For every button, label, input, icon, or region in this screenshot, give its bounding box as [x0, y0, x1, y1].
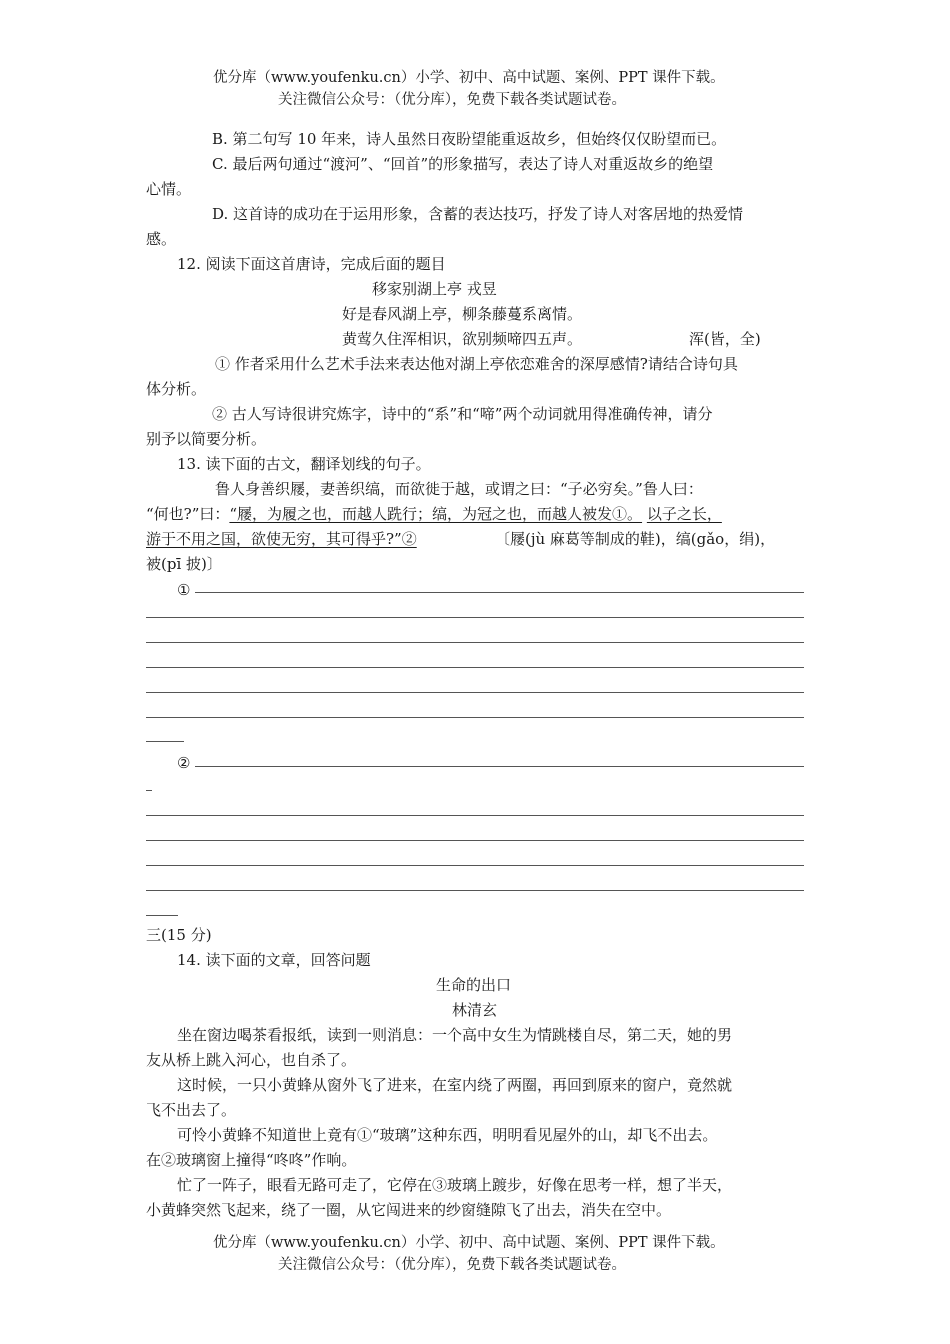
answer-2-label: ②: [177, 754, 191, 772]
q12-sub-2: ② 古人写诗很讲究炼字，诗中的“系”和“啼”两个动词就用得准确传神，请分: [212, 405, 713, 423]
q12-stem: 12. 阅读下面这首唐诗，完成后面的题目: [177, 255, 446, 273]
footer-line-1: 优分库（www.youfenku.cn）小学、初中、高中试题、案例、PPT 课件下载。: [213, 1235, 725, 1251]
poem-note: 浑(皆，全): [689, 330, 761, 348]
header-line-2: 关注微信公众号：（优分库），免费下载各类试题试卷。: [278, 92, 626, 108]
q14-stem: 14. 读下面的文章，回答问题: [177, 951, 371, 969]
q13-text-line-2-pre: “何也?”曰：: [146, 505, 230, 523]
q13-underlined-sentence-1: “屦，为履之也，而越人跣行；缟，为冠之也，而越人被发①。: [229, 505, 643, 523]
q11-option-b: B. 第二句写 10 年来，诗人虽然日夜盼望能重返故乡，但始终仅仅盼望而已。: [212, 130, 727, 148]
article-paragraph-1: 坐在窗边喝茶看报纸，读到一则消息：一个高中女生为情跳楼自尽，第二天，她的男: [177, 1026, 733, 1044]
q12-sub-1: ① 作者采用什么艺术手法来表达他对湖上亭依恋难舍的深厚感情?请结合诗句具: [215, 355, 738, 373]
article-paragraph-1-cont: 友从桥上跳入河心，也自杀了。: [146, 1051, 357, 1069]
answer-1-line[interactable]: [146, 642, 804, 643]
answer-2-line-end[interactable]: [146, 790, 152, 791]
article-paragraph-3: 可怜小黄蜂不知道世上竟有①“玻璃”这种东西，明明看见屋外的山，却飞不出去。: [177, 1126, 718, 1144]
q11-option-c-cont: 心情。: [146, 180, 192, 198]
article-paragraph-3-cont: 在②玻璃窗上撞得“咚咚”作响。: [146, 1151, 357, 1169]
answer-2-line[interactable]: [146, 840, 804, 841]
poem-title: 移家别湖上亭 戎昱: [372, 280, 497, 298]
header-line-1: 优分库（www.youfenku.cn）小学、初中、高中试题、案例、PPT 课件下载。: [213, 70, 725, 86]
q13-underlined-sentence-2-start: 以子之长，: [646, 505, 722, 523]
answer-1-label: ①: [177, 581, 191, 599]
q13-gloss: 〔屦(jù 麻葛等制成的鞋)，缟(gǎo，绢)，: [495, 530, 776, 548]
q12-sub-2-cont: 别予以简要分析。: [146, 430, 267, 448]
article-paragraph-4: 忙了一阵子，眼看无路可走了，它停在③玻璃上踱步，好像在思考一样，想了半天，: [177, 1176, 733, 1194]
answer-1-line[interactable]: [146, 617, 804, 618]
q13-text-line-2: [146, 502, 722, 526]
q12-sub-1-cont: 体分析。: [146, 380, 207, 398]
answer-2-line[interactable]: [195, 766, 804, 767]
poem-line-1: 好是春风湖上亭，柳条藤蔓系离情。: [342, 305, 583, 323]
q13-gloss-cont: 被(pī 披)〕: [146, 555, 222, 573]
answer-1-line[interactable]: [146, 667, 804, 668]
article-paragraph-2: 这时候，一只小黄蜂从窗外飞了进来，在室内绕了两圈，再回到原来的窗户，竟然就: [177, 1076, 733, 1094]
answer-1-line[interactable]: [195, 592, 804, 593]
q11-option-c: C. 最后两句通过“渡河”、“回首”的形象描写，表达了诗人对重返故乡的绝望: [212, 155, 714, 173]
q13-stem: 13. 读下面的古文，翻译划线的句子。: [177, 455, 431, 473]
answer-2-line[interactable]: [146, 815, 804, 816]
answer-1-line[interactable]: [146, 717, 804, 718]
q13-text-line-1: 鲁人身善织屦，妻善织缟，而欲徙于越，或谓之曰：“子必穷矣。”鲁人曰：: [215, 480, 703, 498]
answer-1-line[interactable]: [146, 692, 804, 693]
q13-underlined-sentence-2-end: 游于不用之国，欲使无穷，其可得乎?”②: [146, 530, 417, 548]
answer-2-line[interactable]: [146, 865, 804, 866]
article-author: 林清玄: [452, 1001, 498, 1019]
poem-line-2: 黄莺久住浑相识，欲别频啼四五声。: [342, 330, 583, 348]
q11-option-d: D. 这首诗的成功在于运用形象，含蓄的表达技巧，抒发了诗人对客居地的热爱情: [212, 205, 744, 223]
answer-1-line-end[interactable]: [146, 741, 184, 742]
article-paragraph-2-cont: 飞不出去了。: [146, 1101, 237, 1119]
footer-line-2: 关注微信公众号：（优分库），免费下载各类试题试卷。: [278, 1257, 626, 1273]
article-title: 生命的出口: [436, 976, 512, 994]
section-3-heading: 三(15 分): [146, 926, 212, 944]
answer-2-line[interactable]: [146, 890, 804, 891]
q13-text-line-3: [146, 527, 417, 551]
article-paragraph-4-cont: 小黄蜂突然飞起来，绕了一圈，从它闯进来的纱窗缝隙飞了出去，消失在空中。: [146, 1201, 672, 1219]
answer-2-line-end[interactable]: [146, 915, 178, 916]
q11-option-d-cont: 感。: [146, 230, 177, 248]
